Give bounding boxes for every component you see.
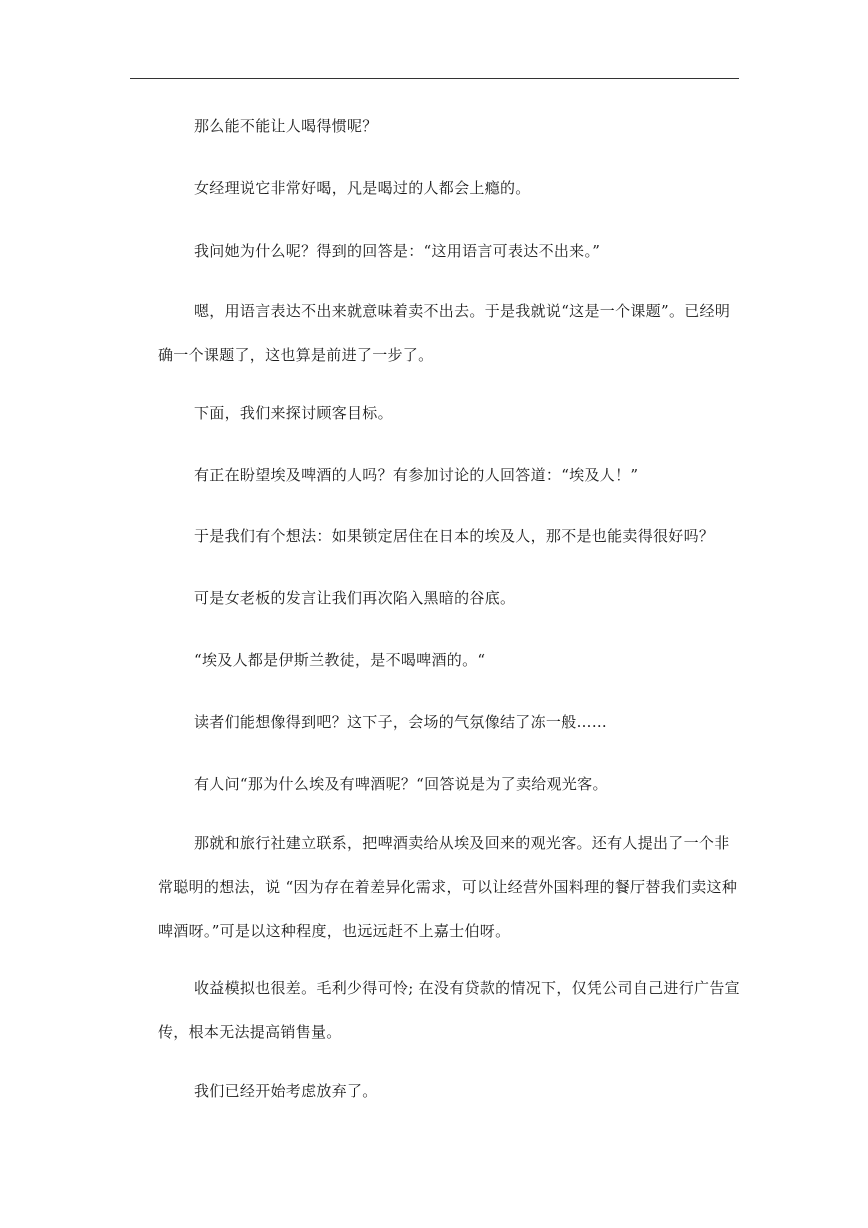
paragraph-4: 嗯，用语言表达不出来就意味着卖不出去。于是我就说“这是一个课题”。已经明确一个课题了，这也算是前进了一步了。: [158, 302, 731, 364]
paragraph-3: 我问她为什么呢？得到的回答是：“这用语言可表达不出来。”: [194, 242, 601, 260]
paragraph-7: 于是我们有个想法：如果锁定居住在日本的埃及人，那不是也能卖得很好吗？: [194, 527, 715, 545]
paragraph-8: 可是女老板的发言让我们再次陷入黑暗的谷底。: [194, 589, 516, 607]
header-rule: [130, 78, 739, 79]
paragraph-10: 读者们能想像得到吧？这下子，会场的气氛像结了冻一般……: [194, 713, 608, 731]
paragraph-2: 女经理说它非常好喝，凡是喝过的人都会上瘾的。: [194, 179, 531, 197]
paragraph-14: 我们已经开始考虑放弃了。: [194, 1082, 378, 1100]
paragraph-6: 有正在盼望埃及啤酒的人吗？有参加讨论的人回答道：“埃及人！”: [194, 466, 639, 484]
paragraph-13: 收益模拟也很差。毛利少得可怜; 在没有贷款的情况下，仅凭公司自己进行广告宣传，根本无法提高销售量。: [158, 979, 740, 1041]
paragraph-11: 有人问“那为什么埃及有啤酒呢？“回答说是为了卖给观光客。: [194, 775, 608, 793]
paragraph-1: 那么能不能让人喝得惯呢？: [194, 117, 378, 135]
paragraph-12: 那就和旅行社建立联系，把啤酒卖给从埃及回来的观光客。还有人提出了一个非常聪明的想法，说 “因为存在着差异化需求，可以让经营外国料理的餐厅替我们卖这种啤酒呀。”可是以这种程度，也远远赶不上嘉士伯呀。: [158, 834, 738, 940]
paragraph-9: “埃及人都是伊斯兰教徒，是不喝啤酒的。“: [194, 651, 486, 669]
paragraph-5: 下面，我们来探讨顾客目标。: [194, 404, 393, 422]
